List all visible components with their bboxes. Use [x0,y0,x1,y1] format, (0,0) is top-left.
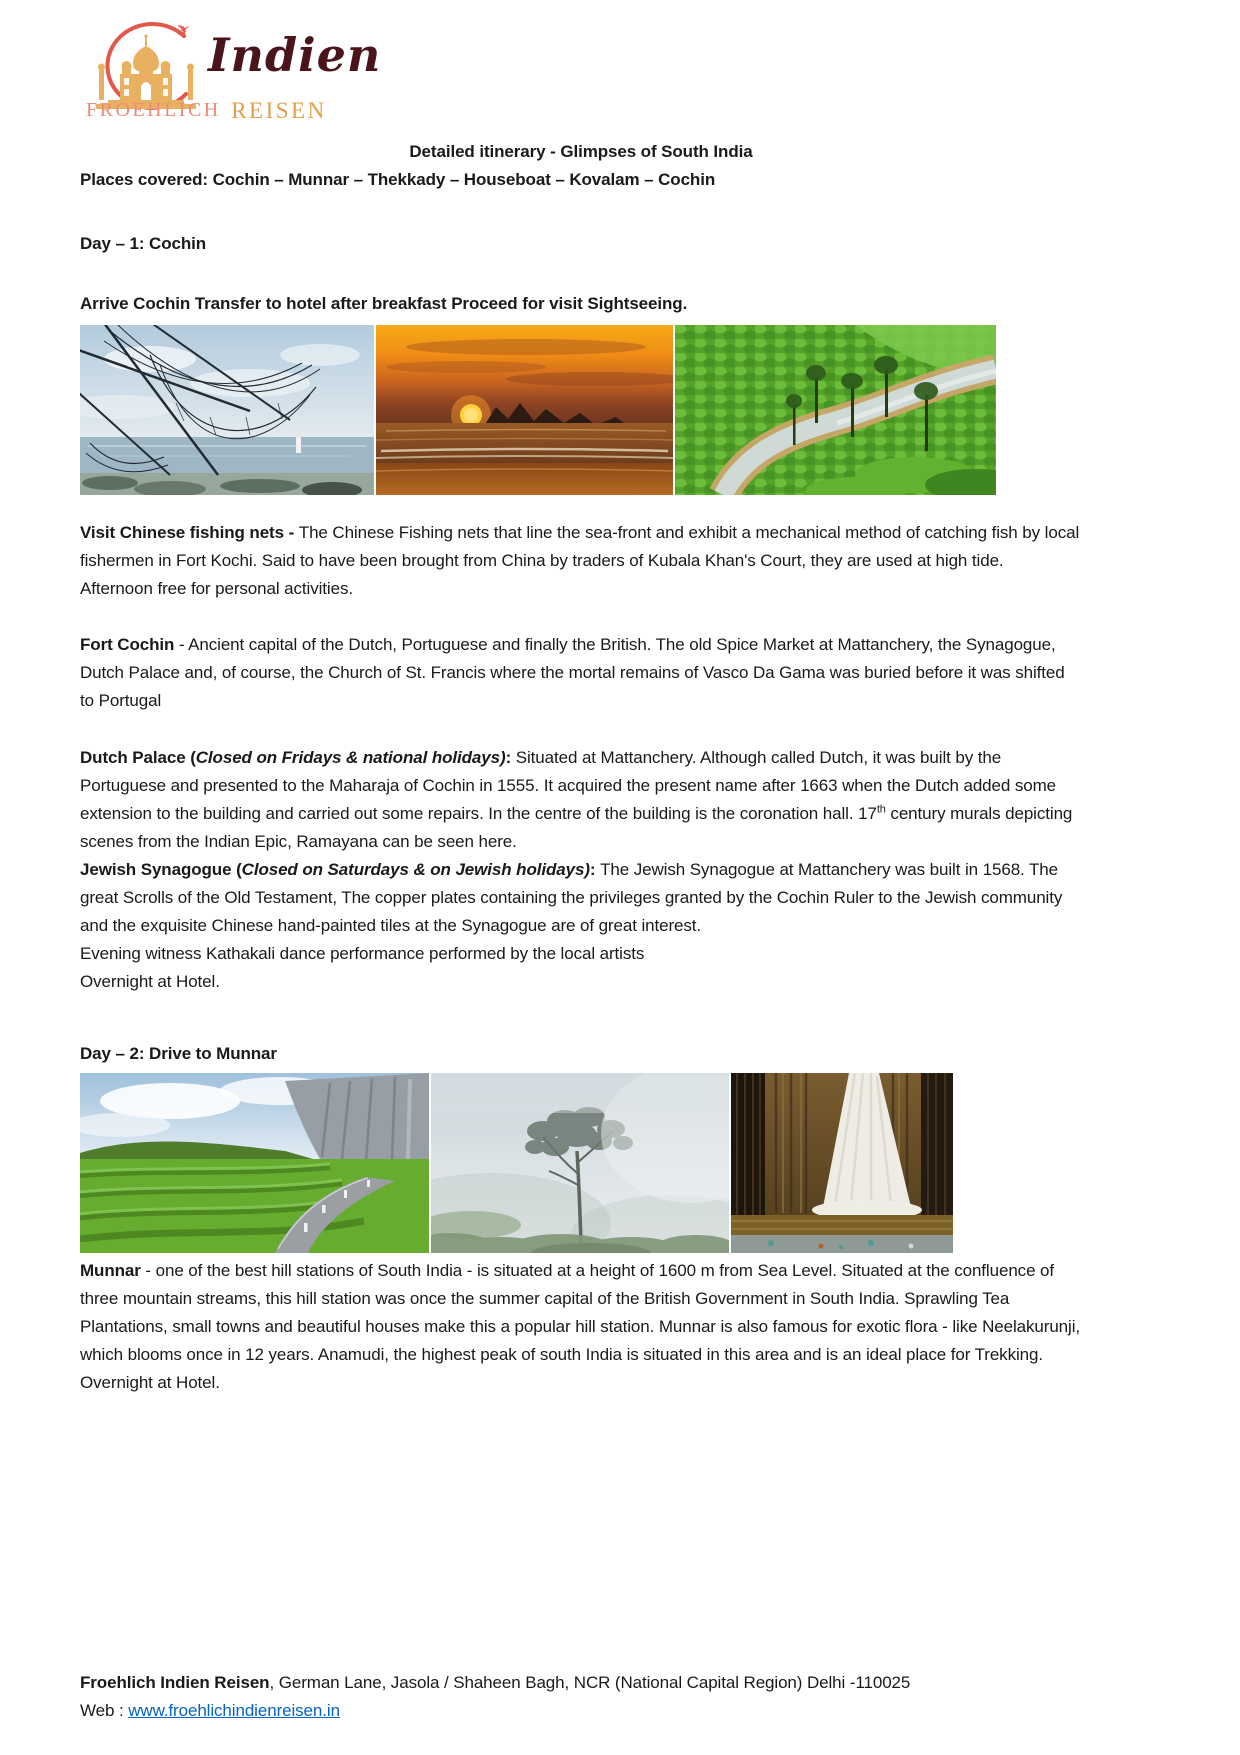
day2-photo-strip [80,1073,1082,1253]
line-afternoon-free: Afternoon free for personal activities. [80,579,353,598]
airplane-icon: ✈ [171,18,195,43]
company-logo [80,18,410,124]
brand-name-indien: Indien [208,28,382,82]
tea-plantation-road-photo [80,1073,429,1253]
footer-address: Froehlich Indien Reisen, German Lane, Jasola / Shaheen Bagh, NCR (National Capital Region) Delhi -110025 [80,1673,911,1692]
document-footer [80,1669,1082,1725]
paragraph-fort-cochin: Fort Cochin - Ancient capital of the Dutch, Portuguese and finally the British. The old Spice Market at Mattanchery, the Synagogue, Dutch Palace and, of course, the Church of St. Francis where the mortal remains of Vasco Da Gama was buried before it was shifted to Portugal [80,635,1065,710]
chinese-fishing-nets-photo [80,325,374,495]
day1-photo-strip [80,325,1082,495]
tea-plantation-river-photo [675,325,996,495]
paragraph-dutch-palace: Dutch Palace (Closed on Fridays & national holidays): Situated at Mattanchery. Although called Dutch, it was built by the Portuguese and presented to the Maharaja of Cochin in 1555. It acquired the present name after 1663 when the Dutch added some extension to the building and carried out some repairs. In the centre of the building is the coronation hall. 17th century murals depicting scenes from the Indian Epic, Ramayana can be seen here. [80,748,1073,851]
web-label: Web : [80,1701,129,1720]
line-overnight-day1: Overnight at Hotel. [80,972,220,991]
paragraph-jewish-synagogue: Jewish Synagogue (Closed on Saturdays & on Jewish holidays): The Jewish Synagogue at Mattanchery was built in 1568. The great Scrolls of the Old Testament, The copper plates containing the privileges granted by the Cochin Ruler to the Jewish community and the exquisite Chinese hand-painted tiles at the Synagogue are of great interest. [80,860,1063,935]
day1-heading: Day – 1: Cochin [80,234,207,253]
brand-froehlich: FROEHLICH [86,99,221,121]
footer-web-line [80,1697,1082,1725]
document-title: Detailed itinerary - Glimpses of South India [409,142,753,161]
dam-spillway-photo [731,1073,953,1253]
paragraph-munnar: Munnar - one of the best hill stations of South India - is situated at a height of 1600 m from Sea Level. Situated at the confluence of three mountain streams, this hill station was once the summer capital of the British Government in South India. Sprawling Tea Plantations, small towns and beautiful houses make this a popular hill station. Munnar is also famous for exotic flora - like Neelakurunji, which blooms once in 12 years. Anamudi, the highest peak of south India is situated in this area and is an ideal place for Trekking. [80,1261,1081,1364]
brand-reisen: REISEN [231,98,327,123]
misty-tree-photo [431,1073,729,1253]
day2-heading: Day – 2: Drive to Munnar [80,1044,277,1063]
places-covered-line: Places covered: Cochin – Munnar – Thekkady – Houseboat – Kovalam – Cochin [80,170,716,189]
website-link[interactable]: www.froehlichindienreisen.in [128,1701,340,1720]
line-overnight-day2: Overnight at Hotel. [80,1373,220,1392]
day1-arrival-line: Arrive Cochin Transfer to hotel after breakfast Proceed for visit Sightseeing. [80,294,688,313]
brand-subtitle [86,96,327,122]
paragraph-chinese-fishing-nets: Visit Chinese fishing nets - The Chinese Fishing nets that line the sea-front and exhibit a mechanical method of catching fish by local fishermen in Fort Kochi. Said to have been brought from China by traders of Kubala Khan's Court, they are used at high tide. [80,523,1080,570]
line-evening-kathakali: Evening witness Kathakali dance performance performed by the local artists [80,944,645,963]
sunset-beach-photo [376,325,673,495]
